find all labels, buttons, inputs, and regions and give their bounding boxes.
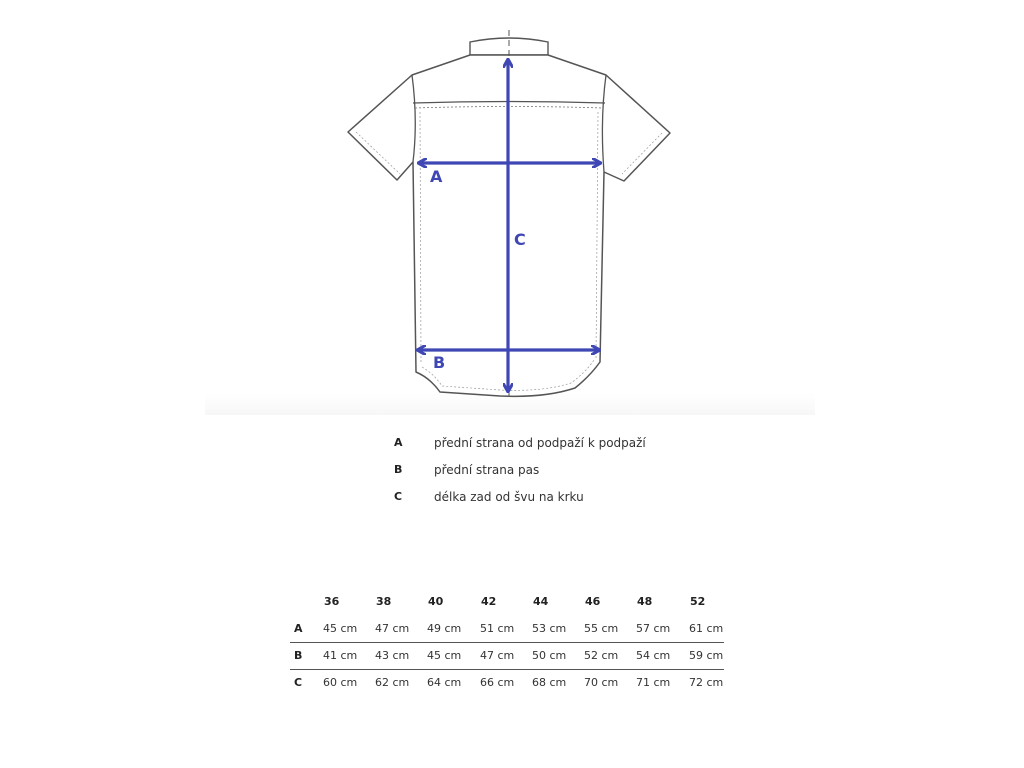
table-cell: 61 cm: [689, 622, 724, 635]
table-cell: 62 cm: [375, 676, 410, 689]
size-header-cell: 36: [324, 595, 340, 608]
legend-key: A: [394, 436, 403, 449]
measure-b-label: B: [433, 353, 446, 372]
table-row-divider: [290, 669, 724, 670]
table-cell: 49 cm: [427, 622, 462, 635]
legend-description: přední strana od podpaží k podpaží: [434, 436, 646, 450]
size-header-cell: 38: [376, 595, 392, 608]
legend-description: délka zad od švu na krku: [434, 490, 584, 504]
table-cell: 54 cm: [636, 649, 671, 662]
table-cell: 64 cm: [427, 676, 462, 689]
table-cell: 53 cm: [532, 622, 567, 635]
measure-a-label: A: [430, 167, 443, 186]
table-cell: 55 cm: [584, 622, 619, 635]
table-cell: 70 cm: [584, 676, 619, 689]
table-cell: 66 cm: [480, 676, 515, 689]
size-header-cell: 44: [533, 595, 549, 608]
table-cell: 68 cm: [532, 676, 567, 689]
size-header-cell: 40: [428, 595, 444, 608]
table-cell: 41 cm: [323, 649, 358, 662]
table-cell: 50 cm: [532, 649, 567, 662]
size-table: [290, 595, 726, 695]
table-cell: 45 cm: [323, 622, 358, 635]
table-row-key: B: [294, 649, 303, 662]
table-cell: 57 cm: [636, 622, 671, 635]
table-cell: 47 cm: [480, 649, 515, 662]
table-cell: 60 cm: [323, 676, 358, 689]
table-cell: 51 cm: [480, 622, 515, 635]
legend-key: C: [394, 490, 403, 503]
table-row-key: C: [294, 676, 303, 689]
table-cell: 52 cm: [584, 649, 619, 662]
table-cell: 71 cm: [636, 676, 671, 689]
size-header-cell: 46: [585, 595, 601, 608]
legend-description: přední strana pas: [434, 463, 540, 477]
size-header-cell: 42: [481, 595, 497, 608]
measure-c-label: C: [514, 230, 526, 249]
table-row-key: A: [294, 622, 303, 635]
legend-key: B: [394, 463, 403, 476]
size-header-cell: 48: [637, 595, 653, 608]
table-cell: 43 cm: [375, 649, 410, 662]
table-cell: 47 cm: [375, 622, 410, 635]
table-cell: 45 cm: [427, 649, 462, 662]
table-row-divider: [290, 642, 724, 643]
table-cell: 59 cm: [689, 649, 724, 662]
size-header-cell: 52: [690, 595, 706, 608]
table-cell: 72 cm: [689, 676, 724, 689]
